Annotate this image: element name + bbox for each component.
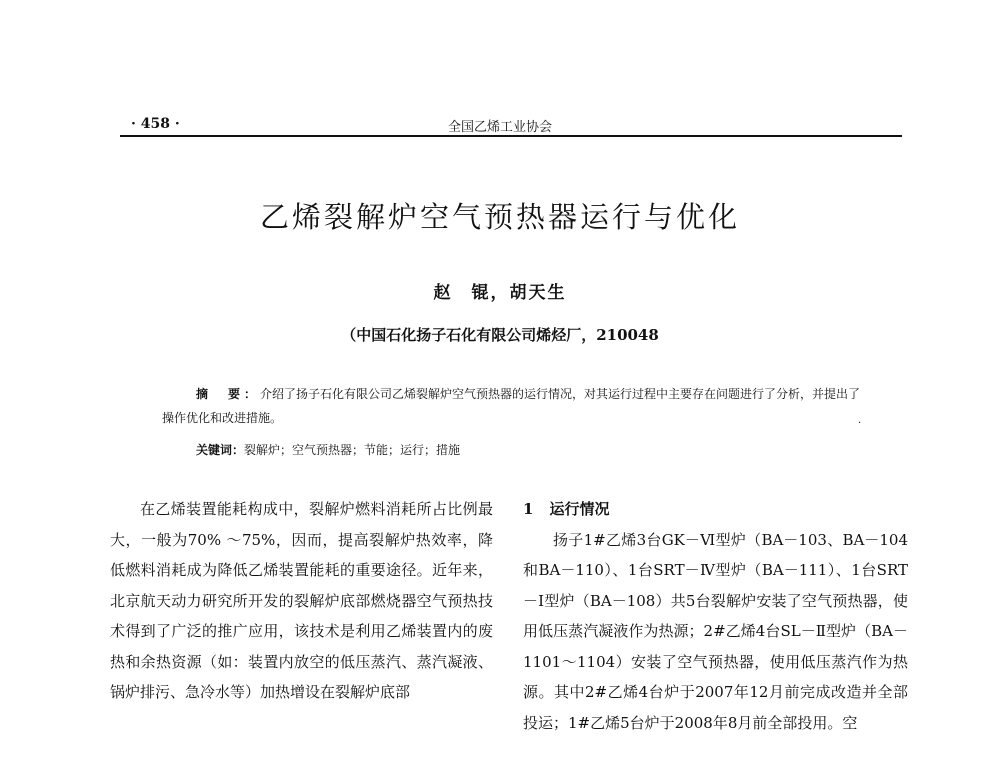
intro-paragraph: 在乙烯装置能耗构成中，裂解炉燃料消耗所占比例最大，一般为70% ～75%，因而，提高裂解炉热效率，降低燃料消耗成为降低乙烯装置能耗的重要途径。近年来，北京航天动力研究所开发的裂解炉底部燃烧器空气预热技术得到了广泛的推广应用，该技术是利用乙烯装置内的废热和余热资源（如：装置内放空的低压蒸汽、蒸汽凝液、锅炉排污、急冷水等）加热增设在裂解炉底部	[110, 500, 493, 701]
left-column	[110, 494, 493, 708]
keywords-label: 关键词：	[196, 443, 245, 457]
abstract-text: 介绍了扬子石化有限公司乙烯裂解炉空气预热器的运行情况，对其运行过程中主要存在问题进行了分析，并提出了操作优化和改进措施。	[162, 387, 861, 425]
section-paragraph: 扬子1#乙烯3台GK－Ⅵ型炉（BA－103、BA－104和BA－110）、1台SRT－Ⅳ型炉（BA－111）、1台SRT－Ⅰ型炉（BA－108）共5台裂解炉安装了空气预热器，使用低压蒸汽凝液作为热源；2#乙烯4台SL－Ⅱ型炉（BA－1101～1104）安装了空气预热器，使用低压蒸汽作为热源。其中2#乙烯4台炉于2007年12月前完成改造并全部投运；1#乙烯5台炉于2008年8月前全部投用。空	[523, 530, 908, 732]
section-heading	[523, 494, 908, 525]
section-number: 1	[523, 500, 534, 518]
section-title: 运行情况	[549, 500, 610, 518]
keywords-text: 裂解炉；空气预热器；节能；运行；措施	[244, 443, 461, 457]
abstract-label: 摘 要：	[196, 387, 261, 401]
article-affiliation: （中国石化扬子石化有限公司烯烃厂，210048	[341, 326, 659, 344]
article-authors: 赵 锟，胡天生	[433, 283, 567, 303]
right-column	[523, 494, 908, 738]
article-title: 乙烯裂解炉空气预热器运行与优化	[259, 200, 740, 234]
running-head: 全国乙烯工业协会	[447, 120, 552, 135]
keywords	[196, 441, 460, 458]
stray-mark: ·	[858, 418, 862, 429]
page-number: · 458 ·	[131, 116, 180, 132]
header-rule	[120, 135, 902, 137]
abstract	[162, 382, 868, 430]
